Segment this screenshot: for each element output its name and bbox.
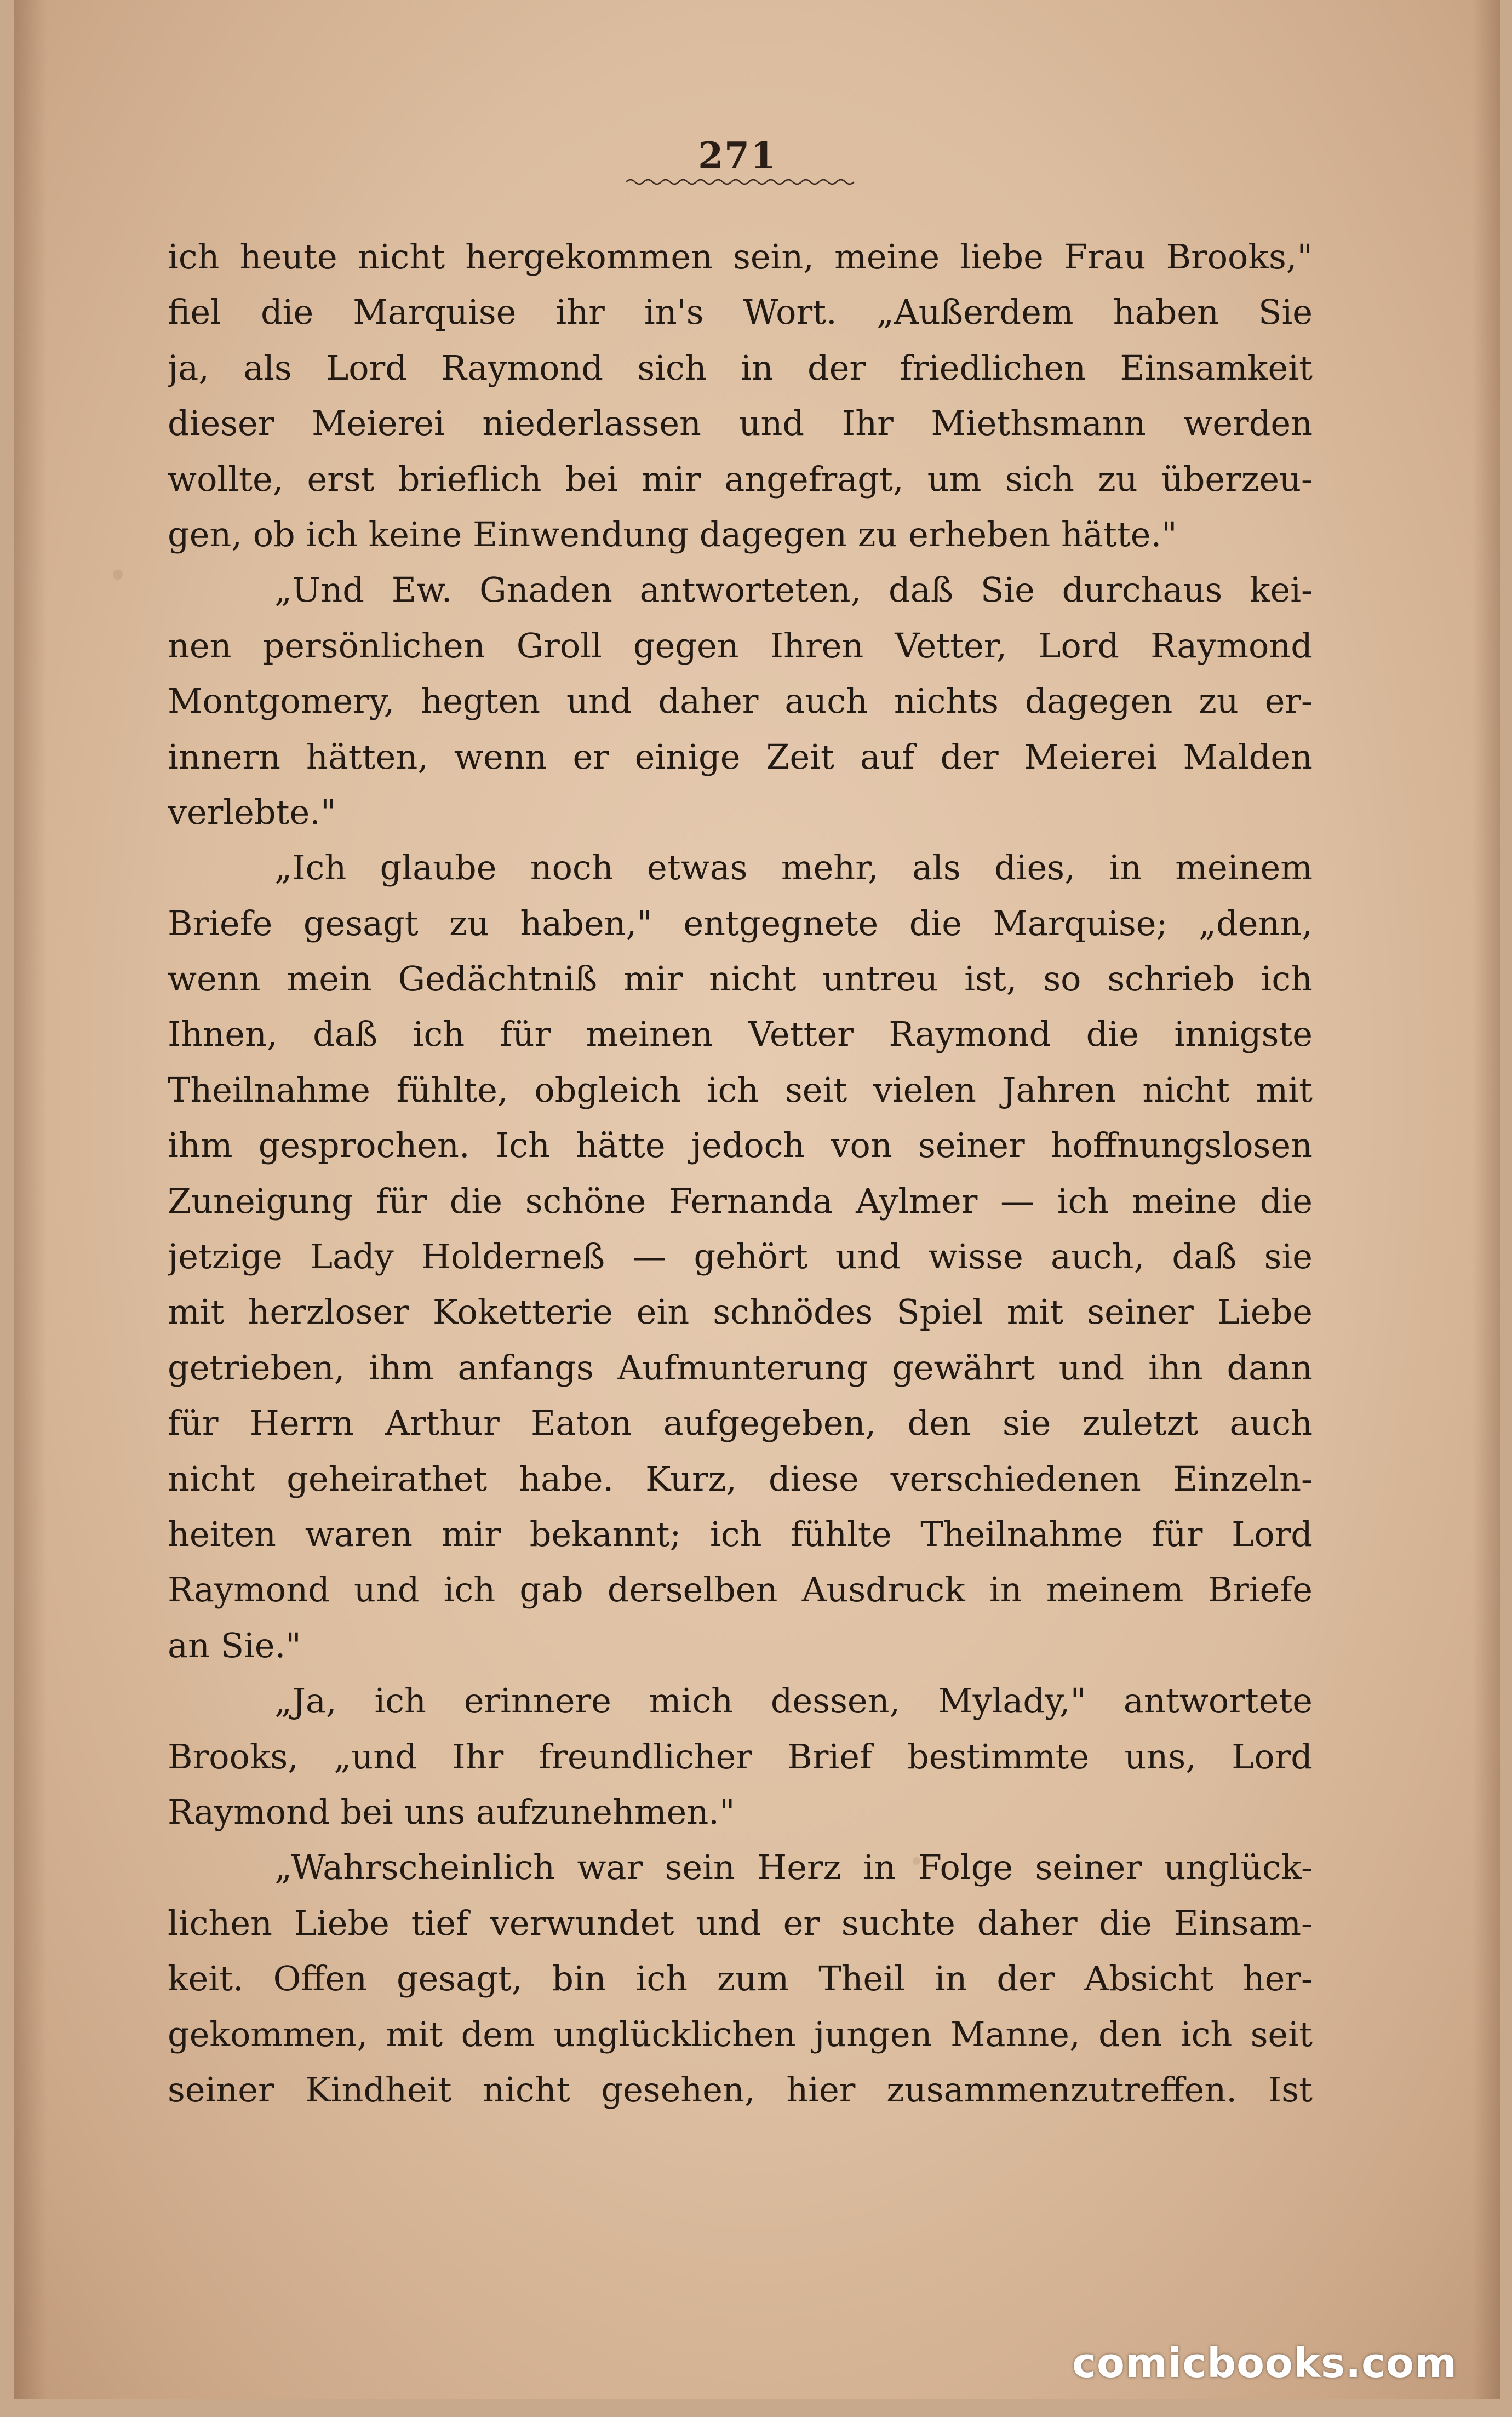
text-line: ihm gesprochen. Ich hätte jedoch von seiner hoffnungslosen bbox=[168, 1125, 1313, 1166]
text-line: Ihnen, daß ich für meinen Vetter Raymond die innigste bbox=[168, 1014, 1313, 1055]
body-text bbox=[168, 229, 1313, 2117]
text-line: „Und Ew. Gnaden antworteten, daß Sie durchaus kei- bbox=[274, 570, 1313, 610]
text-line: Brooks, „und Ihr freundlicher Brief bestimmte uns, Lord bbox=[168, 1736, 1313, 1777]
text-line: ich heute nicht hergekommen sein, meine liebe Frau Brooks," bbox=[168, 237, 1313, 277]
text-line: fiel die Marquise ihr in's Wort. „Außerdem haben Sie bbox=[168, 292, 1313, 333]
text-line: Raymond bei uns aufzunehmen." bbox=[168, 1791, 735, 1832]
text-line: ja, als Lord Raymond sich in der friedlichen Einsamkeit bbox=[168, 347, 1313, 388]
text-line: mit herzloser Koketterie ein schnödes Spiel mit seiner Liebe bbox=[168, 1292, 1313, 1332]
text-line: innern hätten, wenn er einige Zeit auf der Meierei Malden bbox=[168, 736, 1313, 777]
text-line: Theilnahme fühlte, obgleich ich seit vielen Jahren nicht mit bbox=[168, 1069, 1313, 1110]
watermark-logo: comicbooks.com bbox=[1072, 2340, 1457, 2387]
text-line: wenn mein Gedächtniß mir nicht untreu ist, so schrieb ich bbox=[168, 959, 1313, 999]
text-line: gekommen, mit dem unglücklichen jungen Manne, den ich seit bbox=[168, 2014, 1313, 2054]
text-line: lichen Liebe tief verwundet und er suchte daher die Einsam- bbox=[168, 1903, 1313, 1943]
text-line: keit. Offen gesagt, bin ich zum Theil in der Absicht her- bbox=[168, 1958, 1313, 1999]
text-line: verlebte." bbox=[168, 792, 336, 832]
decorative-rule-ornament bbox=[625, 176, 855, 186]
text-line: jetzige Lady Holderneß — gehört und wisse auch, daß sie bbox=[168, 1236, 1313, 1277]
book-page bbox=[14, 0, 1500, 2399]
text-line: Raymond und ich gab derselben Ausdruck in meinem Briefe bbox=[168, 1570, 1313, 1610]
text-line: „Ich glaube noch etwas mehr, als dies, in meinem bbox=[274, 847, 1313, 888]
text-line: nicht geheirathet habe. Kurz, diese verschiedenen Einzeln- bbox=[168, 1458, 1313, 1499]
text-line: seiner Kindheit nicht gesehen, hier zusammenzutreffen. Ist bbox=[168, 2069, 1313, 2110]
page-number: 271 bbox=[698, 134, 777, 177]
text-line: Zuneigung für die schöne Fernanda Aylmer — ich meine die bbox=[168, 1181, 1313, 1221]
text-line: heiten waren mir bekannt; ich fühlte Theilnahme für Lord bbox=[168, 1514, 1313, 1554]
text-line: „Wahrscheinlich war sein Herz in Folge seiner unglück- bbox=[274, 1847, 1313, 1888]
text-line: nen persönlichen Groll gegen Ihren Vetter, Lord Raymond bbox=[168, 625, 1313, 666]
text-line: dieser Meierei niederlassen und Ihr Miethsmann werden bbox=[168, 403, 1313, 444]
text-line: für Herrn Arthur Eaton aufgegeben, den sie zuletzt auch bbox=[168, 1403, 1313, 1444]
text-line: „Ja, ich erinnere mich dessen, Mylady," antwortete bbox=[274, 1681, 1313, 1721]
paper-spot bbox=[113, 570, 123, 580]
text-line: Montgomery, hegten und daher auch nichts dagegen zu er- bbox=[168, 681, 1313, 721]
text-line: gen, ob ich keine Einwendung dagegen zu erheben hätte." bbox=[168, 514, 1177, 554]
text-line: Briefe gesagt zu haben," entgegnete die Marquise; „denn, bbox=[168, 903, 1313, 943]
text-line: getrieben, ihm anfangs Aufmunterung gewährt und ihn dann bbox=[168, 1347, 1313, 1388]
text-line: an Sie." bbox=[168, 1625, 301, 1665]
text-line: wollte, erst brieflich bei mir angefragt, um sich zu überzeu- bbox=[168, 459, 1313, 499]
